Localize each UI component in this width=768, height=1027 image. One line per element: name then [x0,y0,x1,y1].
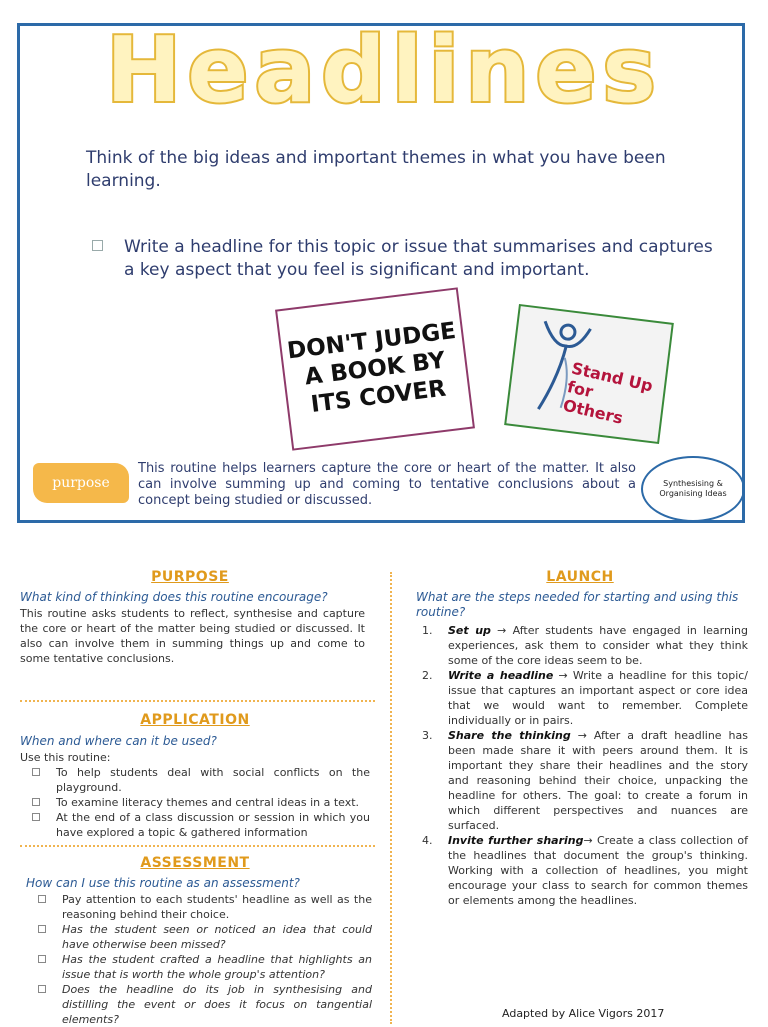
checkbox-icon [38,895,46,903]
purpose-text: This routine asks students to reflect, synthesise and capture the core or heart of the matter being studied or discussed. It also can involve them in summing things up and come to some tentative conclusions. [20,607,365,665]
application-list [20,765,370,840]
list-item: 3. Share the thinking → After a draft headline has been made share it with peers around them. It is important they share their headlines and the story and reasoning behind their choice, unpacking the headline for others. The goal: to create a forum in which different perspectives and nuances are surfaced. [422,729,748,832]
column-divider [390,572,392,1024]
application-question: When and where can it be used? [20,734,217,748]
stand-up-text: Stand Up for Others [561,358,655,428]
purpose-tag: purpose [33,463,129,503]
assessment-question: How can I use this routine as an assessment? [26,876,300,890]
page-title: Headlines [106,18,662,123]
list-item: At the end of a class discussion or session in which you have explored a topic & gathered information [20,810,370,840]
list-item: Has the student crafted a headline that highlights an issue that is worth the whole group's attention? [26,952,372,982]
checkbox-icon [32,813,40,821]
purpose-heading: PURPOSE [151,569,229,585]
checkbox-icon [38,955,46,963]
launch-heading: LAUNCH [546,569,614,585]
list-item: 2. Write a headline → Write a headline for this topic/ issue that captures an important aspect or core idea that we would want to remember. Complete individually or in pairs. [422,669,749,727]
checkbox-icon [92,240,103,251]
divider [20,700,375,702]
list-item: 1. Set up → After students have engaged in learning experiences, ask them to consider what they think some of the core ideas seem to be. [422,624,748,667]
list-item: Pay attention to each students' headline as well as the reasoning behind their choice. [26,892,372,922]
application-lead: Use this routine: [20,751,111,764]
book-cover-image [275,287,475,450]
divider [20,845,375,847]
intro-text: Think of the big ideas and important themes in what you have been learning. [86,148,666,191]
credit-text: Adapted by Alice Vigors 2017 [502,1007,665,1020]
list-item: Has the student seen or noticed an idea that could have otherwise been missed? [26,922,372,952]
purpose-summary: This routine helps learners capture the core or heart of the matter. It also can involve summing up and coming to tentative conclusions about a concept being studied or discussed. [138,461,636,508]
assessment-list [26,892,372,1027]
book-image-text: DON'T JUDGE A BOOK BY ITS COVER [285,317,458,418]
checkbox-icon [38,925,46,933]
category-text: Synthesising & Organising Ideas [659,479,727,498]
launch-question: What are the steps needed for starting and using this routine? [416,590,739,619]
launch-steps [412,623,748,908]
checkbox-icon [32,768,40,776]
checkbox-icon [38,985,46,993]
checkbox-icon [32,798,40,806]
stand-up-image [504,304,674,444]
assessment-heading: ASSESSMENT [140,855,250,871]
list-item: To examine literacy themes and central ideas in a text. [20,795,370,810]
list-item: Does the headline do its job in synthesising and distilling the event or does it focus on tangential elements? [26,982,372,1027]
category-badge [641,456,745,522]
list-item: To help students deal with social conflicts on the playground. [20,765,370,795]
list-item: 4. Invite further sharing→ Create a class collection of the headlines that document the group's thinking. Working with a collection of headlines, you might encourage your class to search for common themes or elements among the headlines. [422,834,748,907]
task-text: Write a headline for this topic or issue that summarises and captures a key aspect that you feel is significant and important. [124,237,713,280]
purpose-question: What kind of thinking does this routine encourage? [20,590,328,604]
application-heading: APPLICATION [140,712,250,728]
